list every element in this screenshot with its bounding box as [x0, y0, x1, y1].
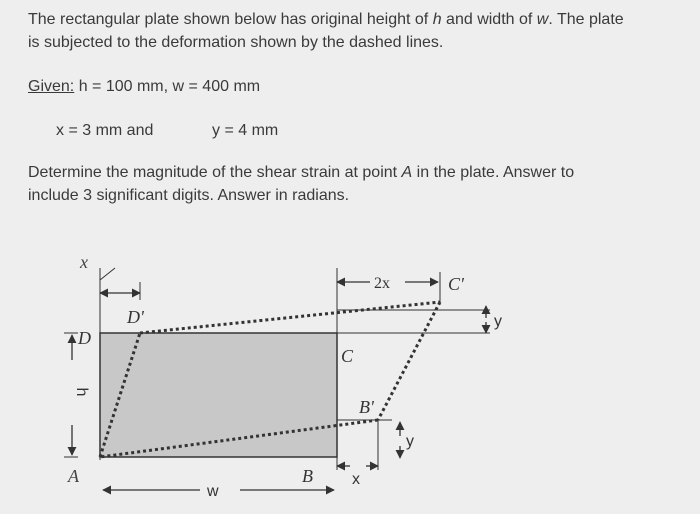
label-h: h	[73, 387, 90, 397]
original-plate	[100, 333, 337, 457]
label-c: C	[341, 346, 354, 366]
given-y: y = 4 mm	[212, 122, 279, 139]
label-w: w	[207, 483, 219, 500]
label-b-prime: B'	[359, 397, 374, 417]
w-variable: w	[536, 11, 549, 28]
label-x-top: x	[80, 252, 88, 272]
problem-text-1a: The rectangular plate shown below has original height of	[28, 11, 433, 28]
label-d: D	[78, 328, 91, 348]
problem-text-1c: . The plate	[548, 11, 624, 28]
given-h-w: h = 100 mm, w = 400 mm	[74, 78, 261, 95]
label-d-prime: D'	[127, 307, 144, 327]
question-text-1a: Determine the magnitude of the shear strain at point	[28, 164, 402, 181]
question-text-1b: in the plate. Answer to	[412, 164, 575, 181]
label-2x: 2x	[374, 275, 390, 292]
label-x-bottom: x	[352, 471, 360, 488]
given-label: Given:	[28, 78, 75, 95]
label-b: B	[302, 466, 313, 486]
given-x: x = 3 mm and	[56, 122, 154, 139]
problem-text-1b: and width of	[441, 11, 537, 28]
question-text-2: include 3 significant digits. Answer in radians.	[28, 187, 350, 204]
label-y-right: y	[494, 313, 502, 330]
label-y-lower: y	[406, 433, 414, 450]
h-variable: h	[432, 11, 442, 28]
point-a-ref: A	[401, 164, 413, 181]
label-c-prime: C'	[448, 274, 464, 294]
problem-text-2: is subjected to the deformation shown by the dashed lines.	[28, 34, 444, 51]
label-a: A	[68, 466, 79, 486]
